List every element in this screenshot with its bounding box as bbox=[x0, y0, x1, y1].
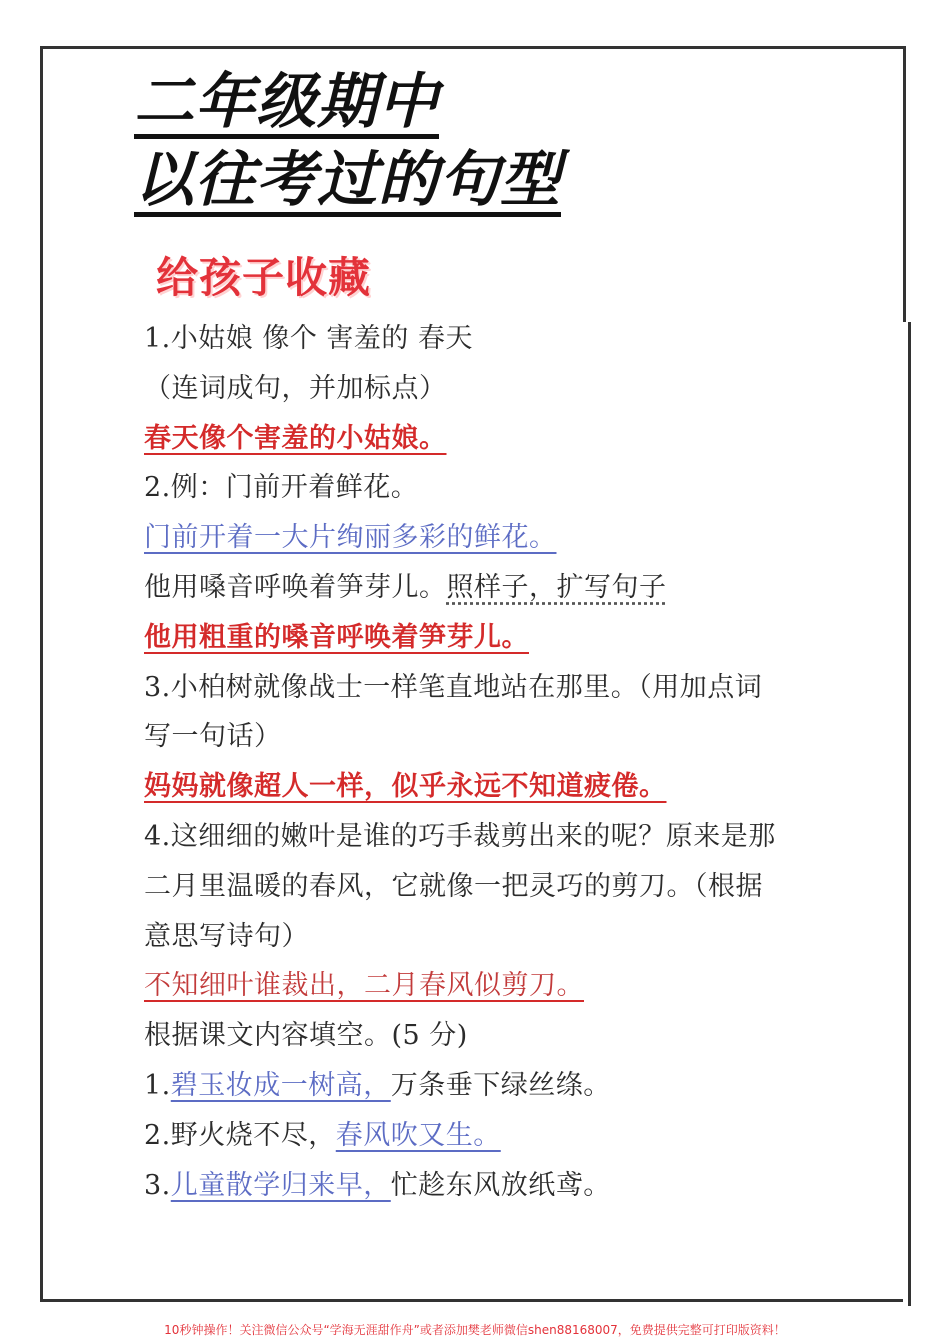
q3-question-line-1: 3.小柏树就像战士一样笔直地站在那里。（用加点词 bbox=[144, 671, 763, 703]
q1-answer: 春天像个害羞的小姑娘。 bbox=[144, 422, 447, 454]
title-line-1: 二年级期中 bbox=[134, 67, 439, 137]
fill-1-rest: 万条垂下绿丝绦。 bbox=[390, 1069, 611, 1101]
fill-2-prefix: 2.野火烧不尽， bbox=[144, 1119, 336, 1151]
q2-example: 2.例：门前开着鲜花。 bbox=[144, 472, 419, 504]
fill-3-rest: 忙趁东风放纸鸢。 bbox=[390, 1169, 611, 1201]
q4-answer: 不知细叶谁裁出，二月春风似剪刀。 bbox=[144, 970, 584, 1002]
q2-question bbox=[144, 563, 824, 613]
q4-question-line-1: 4.这细细的嫩叶是谁的巧手裁剪出来的呢？原来是那 bbox=[144, 820, 776, 852]
border-right-top bbox=[903, 46, 906, 322]
fill-title: 根据课文内容填空。(5 分) bbox=[144, 1020, 468, 1052]
q2-example-answer-line bbox=[144, 513, 824, 563]
q2-answer: 他用粗重的嗓音呼唤着笋芽儿。 bbox=[144, 621, 529, 653]
q4-question-line-2: 二月里温暖的春风，它就像一把灵巧的剪刀。（根据 bbox=[144, 870, 763, 902]
fill-1-answer: 碧玉妆成一树高， bbox=[170, 1069, 391, 1101]
border-right-bottom bbox=[908, 322, 911, 1306]
q3-question-line-2: 写一句话） bbox=[144, 721, 282, 753]
q4-question-line-3: 意思写诗句） bbox=[144, 920, 309, 952]
q1-question: 1.小姑娘 像个 害羞的 春天 bbox=[144, 323, 474, 354]
q1-instruction: （连词成句，并加标点） bbox=[144, 372, 447, 404]
footer-note: 10秒钟操作！关注微信公众号“学海无涯甜作舟”或者添加樊老师微信shen88168007，免费提供完整可打印版资料！ bbox=[164, 1323, 786, 1337]
q2-question-sentence: 他用嗓音呼唤着笋芽儿。 bbox=[144, 571, 447, 603]
fill-1-number: 1. bbox=[144, 1069, 171, 1101]
fill-2 bbox=[144, 1111, 824, 1161]
q2-question-instruction: 照样子，扩写句子 bbox=[446, 571, 667, 603]
q2-answer-line bbox=[144, 613, 824, 663]
q3-answer-line bbox=[144, 762, 824, 812]
fill-2-answer: 春风吹又生。 bbox=[335, 1119, 501, 1151]
fill-3-number: 3. bbox=[144, 1169, 171, 1201]
q3-answer: 妈妈就像超人一样，似乎永远不知道疲倦。 bbox=[144, 771, 667, 803]
title-line-2: 以往考过的句型 bbox=[134, 145, 561, 215]
q1-answer-line bbox=[144, 414, 824, 464]
subtitle: 给孩子收藏 bbox=[156, 253, 372, 302]
worksheet-content bbox=[144, 314, 824, 1210]
q4-answer-line bbox=[144, 961, 824, 1011]
q2-example-answer: 门前开着一大片绚丽多彩的鲜花。 bbox=[144, 522, 557, 554]
fill-1 bbox=[144, 1061, 824, 1111]
fill-3-answer: 儿童散学归来早， bbox=[170, 1169, 391, 1201]
fill-3 bbox=[144, 1161, 824, 1211]
